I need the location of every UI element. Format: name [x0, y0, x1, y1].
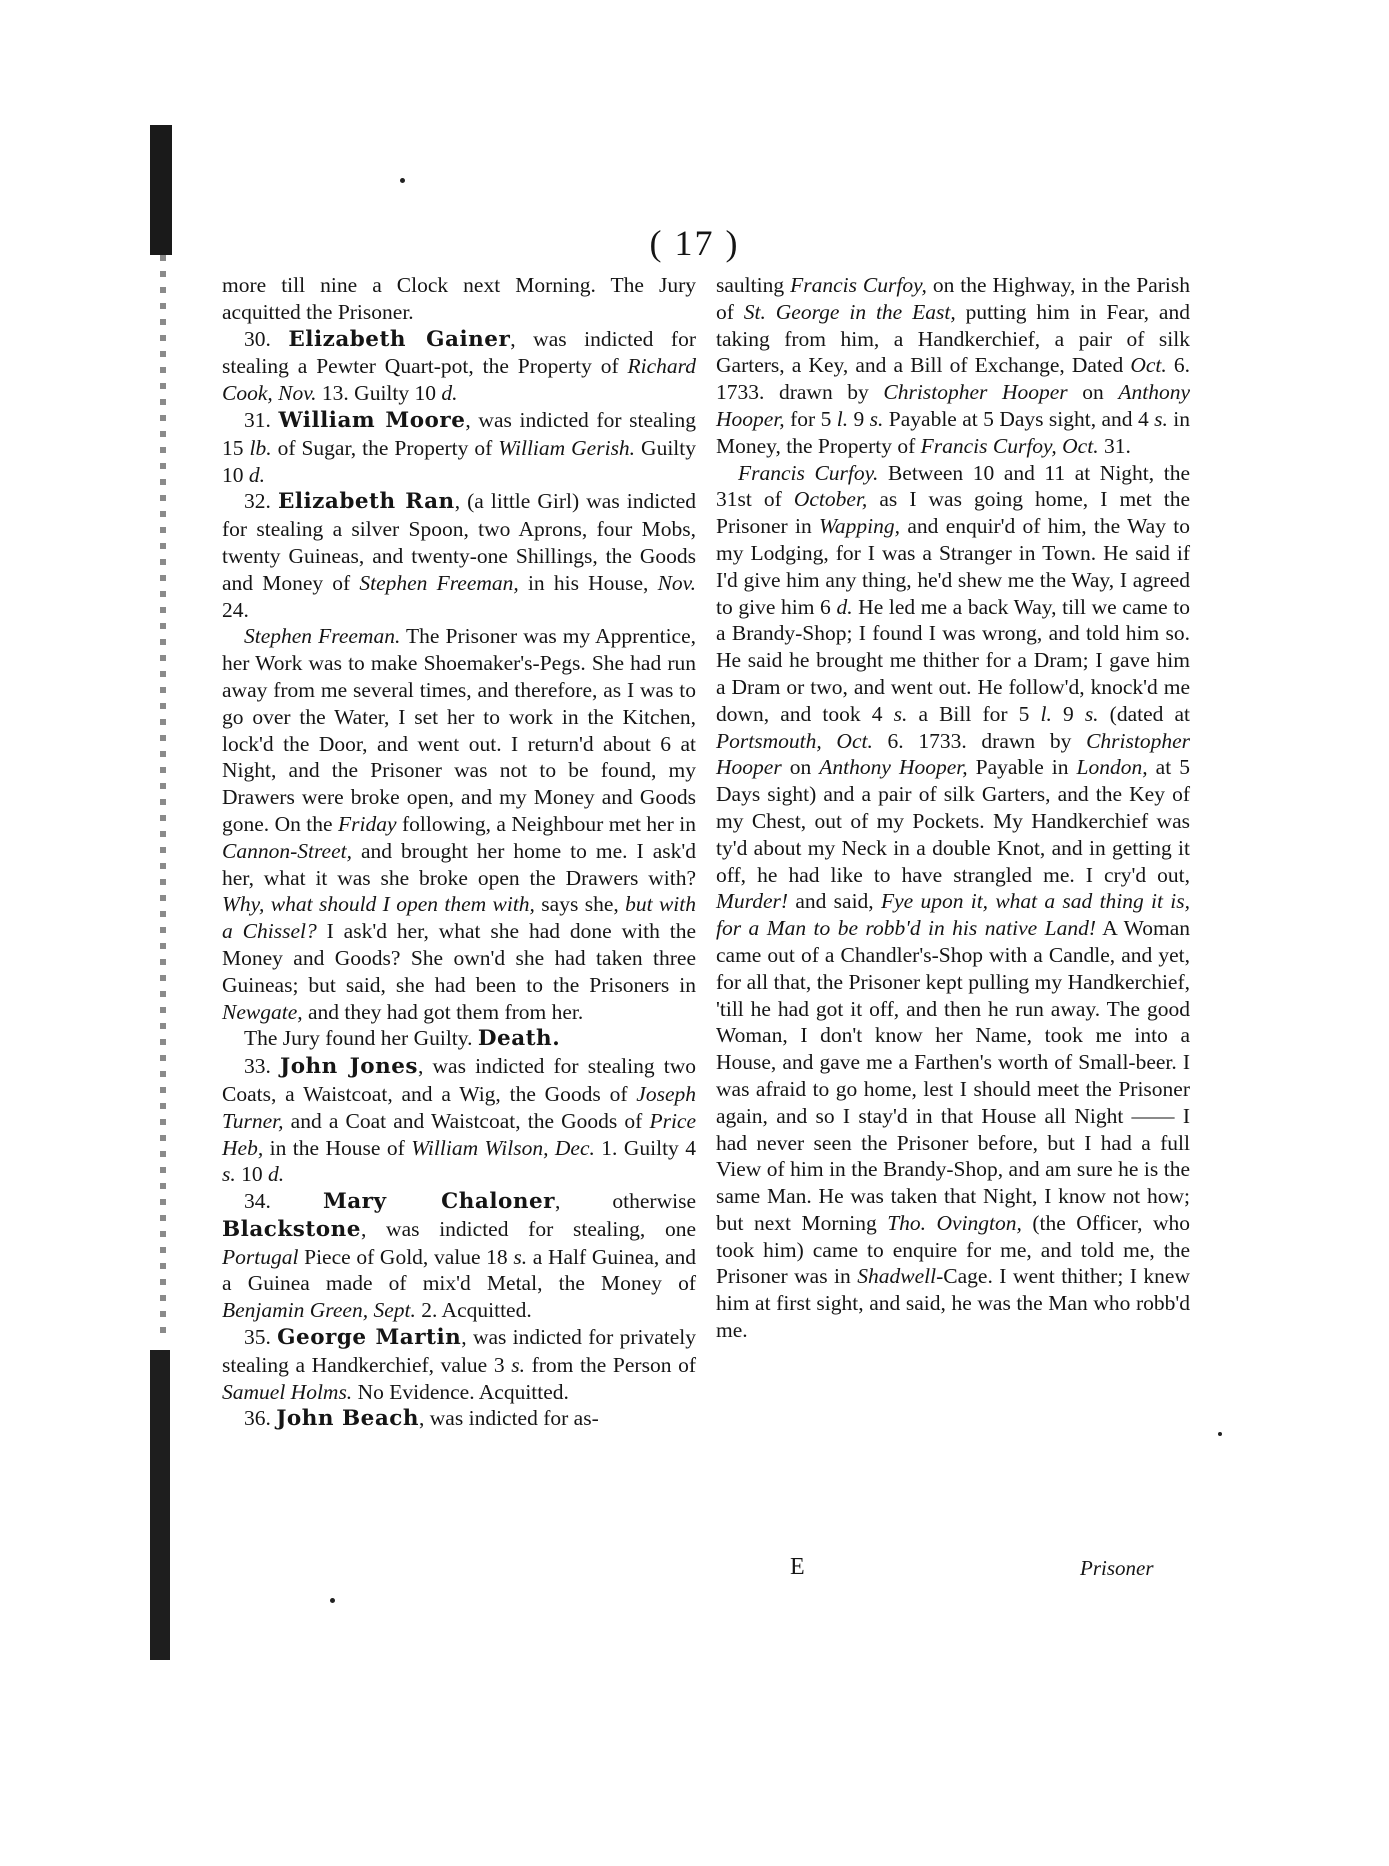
- italic-text: d.: [248, 462, 265, 487]
- paragraph: [222, 1053, 696, 1188]
- italic-text: Tho. Ovington,: [887, 1210, 1022, 1235]
- italic-text: Price Heb,: [222, 1108, 696, 1160]
- italic-text: Francis Curfoy, Oct.: [920, 433, 1099, 458]
- italic-text: Newgate,: [222, 999, 303, 1024]
- text-segment: on: [781, 755, 820, 780]
- text-segment: 34.: [244, 1189, 323, 1214]
- italic-text: d.: [836, 594, 853, 619]
- italic-text: Benjamin Green, Sept.: [222, 1298, 416, 1323]
- text-segment: , otherwise: [554, 1189, 697, 1214]
- defendant-name: Mary Chaloner: [322, 1189, 555, 1215]
- paragraph: [222, 1188, 696, 1324]
- paragraph: [222, 1324, 696, 1405]
- defendant-name: Death.: [477, 1026, 561, 1052]
- text-segment: 31.: [1098, 433, 1131, 458]
- defendant-name: Blackstone: [222, 1216, 361, 1242]
- text-segment: , was indicted for stealing a Pewter Quart-pot, the Property of: [222, 326, 696, 379]
- text-segment: , was indicted for stealing two Coats, a Waistcoat, and a Wig, the Goods of: [222, 1054, 696, 1106]
- ink-speck: [400, 178, 405, 183]
- text-segment: for 5: [784, 406, 837, 431]
- italic-text: Cannon-Street,: [222, 838, 352, 863]
- text-segment: , was indicted for stealing, one: [360, 1216, 696, 1241]
- italic-text: l.: [1040, 701, 1052, 726]
- page-number: ( 17 ): [649, 223, 740, 263]
- defendant-name: George Martin: [277, 1325, 462, 1351]
- text-segment: 10: [235, 1162, 268, 1187]
- italic-text: s.: [513, 1244, 528, 1269]
- italic-text: s.: [222, 1162, 236, 1187]
- text-segment: more till nine a Clock next Morning. The Jury acquitted the Prisoner.: [222, 273, 696, 324]
- signature-mark: E: [790, 1554, 805, 1580]
- italic-text: d.: [441, 381, 458, 406]
- text-segment: Cage. I went thither; I knew him at first sight, and said, he was the Man who robb'd me.: [716, 1264, 1190, 1343]
- italic-text: Portsmouth, Oct.: [716, 728, 873, 753]
- text-segment: 24.: [222, 597, 249, 622]
- text-segment: Guilty 10: [222, 435, 696, 487]
- italic-text: Francis Curfoy.: [738, 460, 879, 485]
- text-segment: He led me a back Way, till we came to a Brandy-Shop; I found I was wrong, and told him so. He said he brought me thither for a Dram; I gave him a Dram or two, and went out. He follow'd, knock'd me down, and took 4: [716, 594, 1191, 726]
- text-segment: The Prisoner was my Apprentice, her Work was to make Shoemaker's-Pegs. She had run away from me several times, and therefore, as I was to go over the Water, I set her to work in the Kitchen, lock'd the Door, and went out. I return'd about 6 at Night, and the Prisoner was not to be found, my Drawers were broke open, and my Money and Goods gone. On the: [222, 624, 696, 836]
- text-segment: as I was going home, I met the Prisoner in: [716, 487, 1190, 539]
- italic-text: lb.: [249, 435, 272, 460]
- text-segment: following, a Neighbour met her in: [396, 811, 696, 836]
- italic-text: Richard Cook, Nov.: [222, 354, 696, 406]
- italic-text: Francis Curfoy,: [790, 273, 927, 297]
- text-segment: 33.: [244, 1054, 281, 1079]
- defendant-name: Elizabeth Ran: [277, 489, 455, 515]
- text-segment: A Woman came out of a Chandler's-Shop with a Candle, and yet, for all that, the Prisoner kept pulling my Handkerchief, 'till he had got it off, and then he run away. The good Woman, I don't know her Name, took me into a House, and gave me a Farthen's worth of Small-beer. I was afraid to go home, lest I should meet the Prisoner again, and so I stay'd in that House all Night —— I had never seen the Prisoner before, but I had a full View of him in the Brandy-Shop, and am sure he is the same Man. He was taken that Night, I know not how; but next Morning: [716, 916, 1190, 1235]
- italic-text: October,: [793, 487, 868, 512]
- text-segment: 13. Guilty 10: [316, 381, 442, 406]
- text-segment: 30.: [244, 326, 289, 351]
- text-segment: 9: [1051, 701, 1085, 726]
- paragraph: [222, 1025, 696, 1053]
- italic-text: Shadwell-: [857, 1264, 944, 1289]
- paragraph: [222, 272, 696, 326]
- italic-text: s.: [1154, 406, 1168, 431]
- italic-text: but with a Chissel?: [222, 892, 697, 944]
- text-segment: 36.: [244, 1406, 277, 1431]
- text-segment: and said,: [788, 889, 881, 914]
- italic-text: s.: [893, 701, 908, 726]
- text-segment: a Bill for 5: [907, 701, 1041, 726]
- scan-binding-edge: [160, 255, 166, 1335]
- text-segment: saulting: [716, 273, 791, 297]
- text-segment: in the House of: [263, 1135, 412, 1160]
- italic-text: Stephen Freeman.: [244, 624, 401, 649]
- italic-text: Christopher Hooper: [883, 380, 1068, 405]
- text-segment: 2. Acquitted.: [415, 1298, 532, 1323]
- italic-text: Friday: [338, 811, 397, 836]
- text-segment: 1. Guilty 4: [594, 1135, 696, 1160]
- text-segment: in Money, the Property of: [716, 406, 1190, 458]
- text-segment: 32.: [244, 489, 278, 514]
- italic-text: St. George in the East,: [743, 299, 956, 324]
- paragraph: [222, 407, 696, 488]
- text-segment: No Evidence. Acquitted.: [352, 1379, 569, 1404]
- right-column: [716, 272, 1190, 1344]
- paragraph: [222, 488, 696, 623]
- text-segment: Piece of Gold, value 18: [298, 1244, 514, 1269]
- text-segment: at 5 Days sight) and a pair of silk Garters, and the Key of my Chest, out of my Pockets. My Handkerchief was ty'd about my Neck in a double Knot, and in getting it off, he had like to have strangled me. I cry'd out,: [716, 755, 1190, 887]
- scan-binding-edge: [150, 1350, 170, 1660]
- paragraph: [716, 460, 1190, 1344]
- italic-text: Stephen Freeman,: [359, 570, 519, 595]
- text-segment: and brought her home to me. I ask'd her, what it was she broke open the Drawers with?: [222, 838, 696, 890]
- text-segment: , was indicted for privately stealing a Handkerchief, value 3: [222, 1325, 696, 1377]
- text-segment: 31.: [244, 407, 279, 432]
- ink-speck: [1218, 1432, 1222, 1436]
- italic-text: s.: [1084, 701, 1099, 726]
- text-segment: from the Person of: [524, 1352, 696, 1377]
- italic-text: l.: [836, 406, 849, 431]
- italic-text: Anthony Hooper,: [819, 755, 968, 780]
- defendant-name: Elizabeth Gainer: [288, 326, 511, 352]
- text-segment: (dated at: [1098, 701, 1191, 726]
- italic-text: Portugal: [222, 1244, 299, 1269]
- italic-text: Samuel Holms.: [222, 1379, 353, 1404]
- text-segment: Payable in: [967, 755, 1077, 780]
- text-segment: and enquir'd of him, the Way to my Lodging, for I was a Stranger in Town. He said if I'd give him any thing, he'd shew me the Way, I agreed to give him 6: [716, 514, 1190, 619]
- text-segment: a Half Guinea, and a Guinea made of mix'd Metal, the Money of: [222, 1244, 696, 1296]
- text-segment: Between 10 and 11 at Night, the 31st of: [716, 460, 1190, 512]
- paragraph: [222, 326, 696, 407]
- text-segment: in his House,: [518, 570, 658, 595]
- defendant-name: William Moore: [278, 407, 466, 433]
- italic-text: William Gerish.: [498, 435, 636, 460]
- text-segment: , was indicted for as-: [419, 1406, 599, 1431]
- text-segment: says she,: [534, 892, 626, 917]
- italic-text: London,: [1076, 755, 1148, 780]
- text-segment: 9: [848, 406, 870, 431]
- text-segment: 6. 1733. drawn by: [872, 728, 1087, 753]
- text-segment: , (a little Girl) was indicted for stealing a silver Spoon, two Aprons, four Mobs, twenty Guineas, and twenty-one Shillings, the Goods and Money of: [222, 489, 697, 595]
- text-segment: 6. 1733. drawn by: [716, 353, 1190, 405]
- left-column: [222, 272, 696, 1433]
- italic-text: Wapping,: [819, 514, 901, 539]
- text-segment: on: [1067, 380, 1119, 405]
- text-segment: The Jury found her Guilty.: [244, 1026, 478, 1051]
- text-segment: and a Coat and Waistcoat, the Goods of: [283, 1108, 650, 1133]
- italic-text: Fye upon it, what a sad thing it is, for a Man to be robb'd in his native Land!: [716, 889, 1190, 941]
- ink-speck: [330, 1598, 335, 1603]
- text-segment: and they had got them from her.: [302, 999, 584, 1024]
- text-segment: 35.: [244, 1325, 278, 1350]
- italic-text: William Wilson, Dec.: [411, 1135, 595, 1160]
- italic-text: d.: [268, 1162, 285, 1187]
- text-segment: on the Highway, in the Parish of: [716, 273, 1190, 324]
- italic-text: Anthony Hooper,: [716, 380, 1190, 431]
- text-segment: of Sugar, the Property of: [271, 435, 499, 460]
- catchword: Prisoner: [1080, 1556, 1154, 1580]
- text-segment: putting him in Fear, and taking from him, a Handkerchief, a pair of silk Garters, a Key, and a Bill of Exchange, Dated: [716, 299, 1190, 378]
- text-segment: , was indicted for stealing 15: [222, 407, 697, 460]
- paragraph: [222, 1405, 696, 1433]
- italic-text: Why, what should I open them with,: [222, 892, 535, 917]
- italic-text: Oct.: [1130, 353, 1167, 378]
- paragraph: [716, 272, 1190, 460]
- italic-text: s.: [869, 406, 884, 431]
- paragraph: [222, 623, 696, 1025]
- italic-text: Christopher Hooper: [716, 728, 1190, 780]
- defendant-name: John Beach: [276, 1406, 420, 1432]
- italic-text: Murder!: [716, 889, 789, 914]
- text-segment: Payable at 5 Days sight, and 4: [883, 406, 1155, 431]
- text-segment: (the Officer, who took him) came to enquire for me, and told me, the Prisoner was in: [716, 1210, 1190, 1289]
- italic-text: Joseph Turner,: [222, 1081, 696, 1133]
- defendant-name: John Jones: [280, 1054, 418, 1080]
- italic-text: s.: [511, 1352, 525, 1377]
- italic-text: Nov.: [657, 570, 697, 595]
- text-segment: I ask'd her, what she had done with the Money and Goods? She own'd she had taken three Guineas; but said, she had been to the Prisoners in: [222, 919, 696, 997]
